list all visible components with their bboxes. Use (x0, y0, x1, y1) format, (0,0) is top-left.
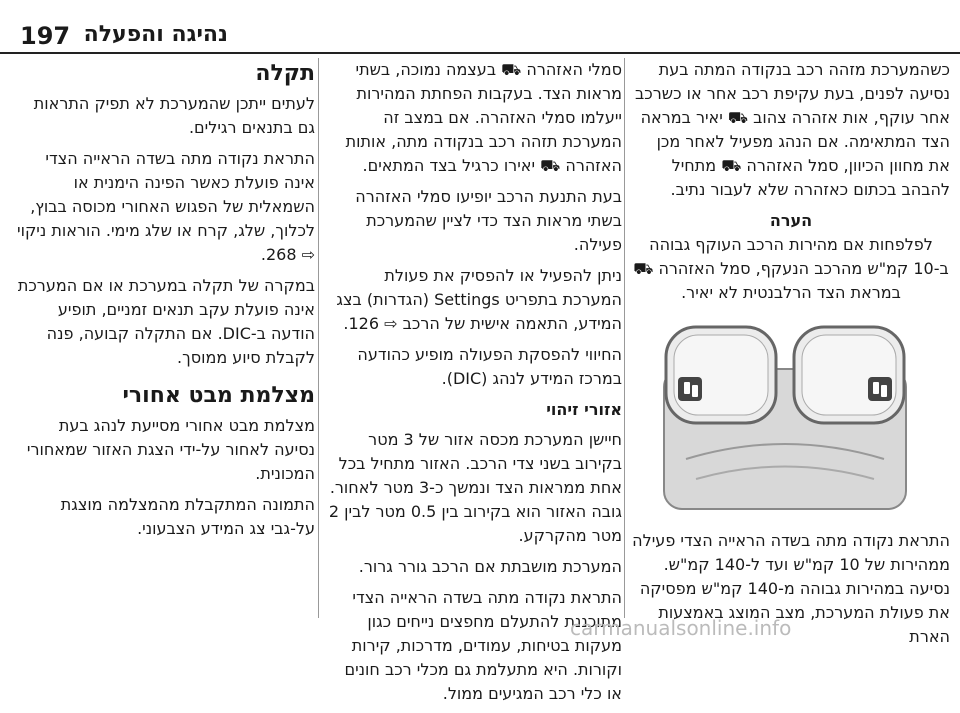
note-text: לפלפחות אם מהירות הרכב העוקף גבוהה ב-10 קמ"ש מהרכב הנעקף, סמל האזהרה ⛟ במראת הצד הרלבנטית לא יאיר. (633, 235, 949, 302)
column-divider (624, 58, 625, 618)
paragraph: חיישן המערכת מכסה אזור של 3 מטר בקירוב בשני צדי הרכב. האזור מתחיל בכל אחת ממראות הצד ונמשך כ-3 מטר לאחור. גובה האזור הוא בקירוב בין 0.5 מטר לבין 2 מטר מהקרקע. (328, 430, 622, 545)
page-number: 197 (20, 22, 71, 50)
warning-car-icon-right (868, 377, 892, 401)
paragraph: המערכת מושבתת אם הרכב גורר גרור. (358, 557, 622, 576)
side-mirrors-illustration (656, 319, 914, 519)
page-header (0, 0, 960, 50)
mirrors-image (656, 319, 914, 519)
column-right (632, 58, 950, 656)
note-title: הערה (769, 211, 813, 230)
paragraph: החיווי להפסקת הפעולה מופיע כהודעה במרכז המידע לנהג (DIC). (357, 345, 622, 388)
paragraph: כשהמערכת מזהה רכב בנקודה המתה בעת נסיעה לפנים, בעת עקיפת רכב אחר או כשרכב אחר עוקף, אות אזהרה צהוב ⛟ יאיר במראה הצד המתאימה. אם הנהג מפעיל לאחר מכן את מחוון הכיוון, סמל האזהרה ⛟ מתחיל להבהב בכתום כאזהרה שלא לעבור נתיב. (635, 60, 950, 199)
paragraph: מצלמת מבט אחורי מסייעת לנהג בעת נסיעה לאחור על-ידי הצגת האזור שמאחורי המכונית. (26, 416, 315, 483)
paragraph: התראת נקודה מתה בשדה הראייה הצדי אינה פועלת כאשר הפינה הימנית או השמאלית של הפגוש האחורי מכוסה בבוץ, לכלוך, שלג, קרח או שלג מימי. הוראות ניקוי ⇨ 268. (17, 149, 315, 264)
paragraph: התמונה המתקבלת מהמצלמה מוצגת על-גבי צג המידע הצבעוני. (60, 495, 315, 538)
figure-caption: התראת נקודה מתה בשדה הראייה הצדי פעילה ממהירות של 10 קמ"ש ועד ל-140 קמ"ש. נסיעה במהירות גבוהה מ-140 קמ"ש מפסיקה את פעולת המערכת, מצב המוצג באמצעות הארת (632, 531, 950, 646)
heading-malfunction: תקלה (255, 61, 315, 86)
column-left (15, 58, 315, 548)
paragraph: לעתים ייתכן שהמערכת לא תפיק התראות גם בתנאים רגילים. (33, 94, 315, 137)
section-title: נהיגה והפעלה (83, 22, 228, 47)
heading-detection-zones: אזורי זיהוי (546, 400, 622, 419)
paragraph: בעת התנעת הרכב יופיעו סמלי האזהרה בשתי מראות הצד כדי לציין שהמערכת פעילה. (355, 187, 622, 254)
paragraph: התראת נקודה מתה בשדה הראייה הצדי מתוכננת להתעלם מחפצים נייחים כגון מעקות בטיחות, עמודים, מדרכות, קירות וקורות. היא מתעלמת גם מכלי רכב חונים או כלי רכב המגיעים ממול. (344, 588, 622, 703)
heading-rear-camera: מצלמת מבט אחורי (122, 383, 315, 408)
column-divider (318, 58, 319, 618)
paragraph: ניתן להפעיל או להפסיק את פעולת המערכת בתפריט Settings (הגדרות) בצג המידע, התאמה אישית של הרכב ⇨ 126. (336, 266, 622, 333)
warning-car-icon-left (678, 377, 702, 401)
paragraph: סמלי האזהרה ⛟ בעצמה נמוכה, בשתי מראות הצד. בעקבות הפחתת המהירות ייעלמו סמלי האזהרה. אם במצב זה המערכת תזהה רכב בנקודה מתה, אותות האזהרה ⛟ יאירו כרגיל בצד המתאים. (345, 60, 622, 175)
paragraph: במקרה של תקלה במערכת או אם המערכת אינה פועלת עקב תנאים זמניים, תופיע הודעה ב-DIC. אם התקלה קבועה, פנה לקבלת סיוע ממוסך. (17, 276, 315, 367)
header-rule (0, 52, 960, 54)
column-middle (326, 58, 622, 713)
watermark: carmanualsonline.info (570, 616, 792, 640)
